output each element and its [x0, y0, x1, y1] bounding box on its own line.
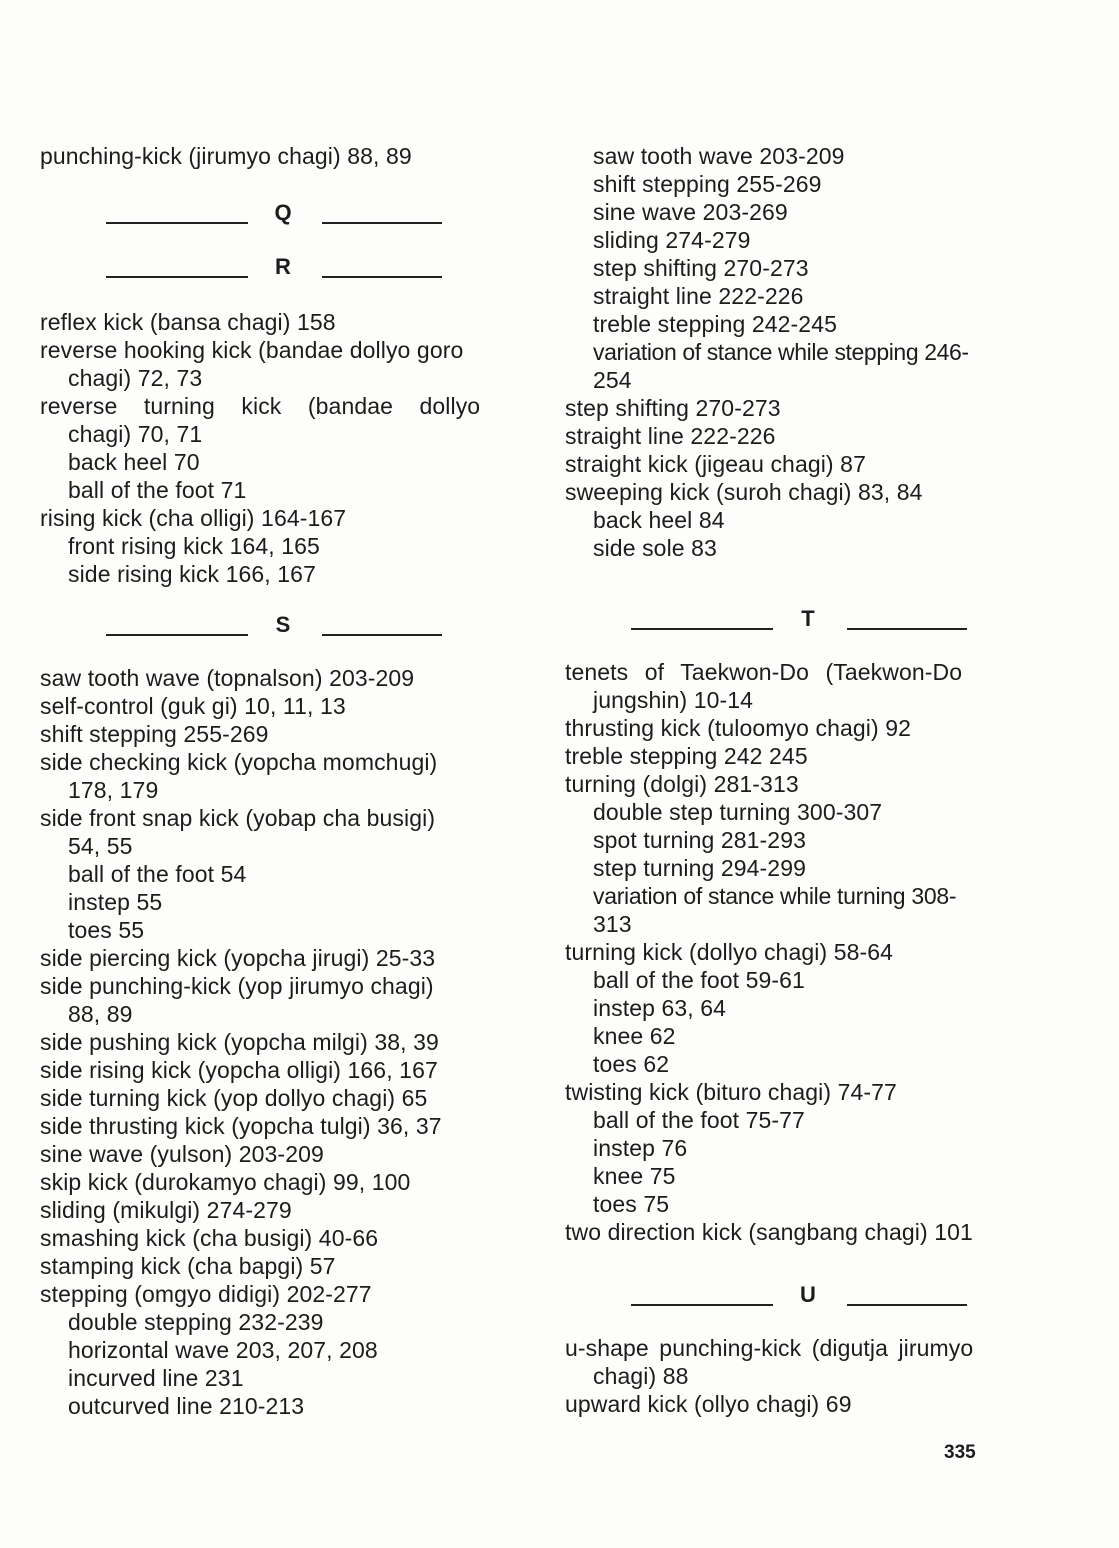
heading-rule — [106, 276, 248, 278]
index-subentry: instep 76 — [593, 1135, 688, 1161]
section-s-entries — [40, 664, 530, 1420]
index-entry: punching-kick (jirumyo chagi) 88, 89 — [40, 143, 412, 169]
index-entry-continuation: chagi) 70, 71 — [68, 421, 203, 447]
index-subentry: step shifting 270-273 — [593, 255, 809, 281]
index-subentry: side rising kick 166, 167 — [68, 561, 316, 587]
index-entry: step shifting 270-273 — [565, 395, 781, 421]
index-column-left — [40, 142, 530, 1420]
index-subentry: double step turning 300-307 — [593, 799, 883, 825]
index-subentry: outcurved line 210-213 — [68, 1393, 305, 1419]
index-entry: side piercing kick (yopcha jirugi) 25-33 — [40, 945, 436, 971]
heading-rule — [106, 634, 248, 636]
heading-rule — [322, 276, 442, 278]
heading-letter: S — [275, 612, 291, 637]
index-subentry: back heel 70 — [68, 449, 200, 475]
section-heading-s — [106, 612, 446, 642]
index-entry: tenets of Taekwon-Do (Taekwon-Do — [565, 659, 963, 685]
index-entry: shift stepping 255-269 — [40, 721, 269, 747]
index-subentry: toes 62 — [593, 1051, 670, 1077]
section-s-continued-entries — [565, 142, 1055, 562]
index-entry: thrusting kick (tuloomyo chagi) 92 — [565, 715, 911, 741]
section-heading-q — [106, 200, 446, 230]
index-subentry: treble stepping 242-245 — [593, 311, 837, 337]
section-heading-t — [631, 606, 971, 636]
index-subentry: variation of stance while stepping 246- — [593, 339, 969, 365]
heading-rule — [631, 628, 773, 630]
index-subentry: variation of stance while turning 308- — [593, 883, 957, 909]
index-subentry: side sole 83 — [593, 535, 717, 561]
section-heading-u — [631, 1282, 971, 1312]
index-subentry: sliding 274-279 — [593, 227, 751, 253]
heading-rule — [106, 222, 248, 224]
index-entry-continuation: 178, 179 — [68, 777, 159, 803]
section-heading-r — [106, 254, 446, 284]
index-entry: side rising kick (yopcha olligi) 166, 167 — [40, 1057, 438, 1083]
index-entry: side front snap kick (yobap cha busigi) — [40, 805, 436, 831]
section-t-entries — [565, 658, 1055, 1246]
index-entry: side thrusting kick (yopcha tulgi) 36, 37 — [40, 1113, 442, 1139]
index-entry: reverse turning kick (bandae dollyo — [40, 393, 481, 419]
index-subentry: ball of the foot 75-77 — [593, 1107, 805, 1133]
index-subentry: ball of the foot 59-61 — [593, 967, 805, 993]
index-entry: stepping (omgyo didigi) 202-277 — [40, 1281, 372, 1307]
index-subentry-continuation: 313 — [593, 911, 632, 937]
index-subentry: shift stepping 255-269 — [593, 171, 822, 197]
index-subentry: sine wave 203-269 — [593, 199, 788, 225]
index-entry: reverse hooking kick (bandae dollyo goro — [40, 337, 464, 363]
heading-letter: Q — [274, 200, 292, 225]
index-entry: turning kick (dollyo chagi) 58-64 — [565, 939, 894, 965]
index-entry: turning (dolgi) 281-313 — [565, 771, 799, 797]
index-subentry: knee 62 — [593, 1023, 676, 1049]
index-entry: treble stepping 242 245 — [565, 743, 808, 769]
index-subentry: spot turning 281-293 — [593, 827, 806, 853]
index-subentry: front rising kick 164, 165 — [68, 533, 320, 559]
index-entry: two direction kick (sangbang chagi) 101 — [565, 1219, 973, 1245]
index-entry: smashing kick (cha busigi) 40-66 — [40, 1225, 379, 1251]
index-entry: sweeping kick (suroh chagi) 83, 84 — [565, 479, 923, 505]
index-subentry: ball of the foot 54 — [68, 861, 247, 887]
section-r-entries — [40, 308, 530, 588]
index-entry: straight line 222-226 — [565, 423, 776, 449]
index-entry: saw tooth wave (topnalson) 203-209 — [40, 665, 415, 691]
page-number: 335 — [944, 1442, 976, 1463]
index-entry-continuation: chagi) 88 — [593, 1363, 689, 1389]
heading-letter: R — [275, 254, 291, 279]
index-entry-continuation: 54, 55 — [68, 833, 133, 859]
heading-letter: U — [800, 1282, 816, 1307]
index-subentry: straight line 222-226 — [593, 283, 804, 309]
index-entry: upward kick (ollyo chagi) 69 — [565, 1391, 852, 1417]
index-subentry: double stepping 232-239 — [68, 1309, 324, 1335]
index-subentry: incurved line 231 — [68, 1365, 244, 1391]
index-column-right — [565, 142, 1055, 1418]
index-entry: straight kick (jigeau chagi) 87 — [565, 451, 866, 477]
index-entry-continuation: jungshin) 10-14 — [593, 687, 754, 713]
index-entry: skip kick (durokamyo chagi) 99, 100 — [40, 1169, 411, 1195]
index-subentry: toes 55 — [68, 917, 145, 943]
heading-rule — [322, 634, 442, 636]
index-subentry-continuation: 254 — [593, 367, 632, 393]
index-subentry: horizontal wave 203, 207, 208 — [68, 1337, 378, 1363]
index-entry: rising kick (cha olligi) 164-167 — [40, 505, 347, 531]
index-entry: side turning kick (yop dollyo chagi) 65 — [40, 1085, 428, 1111]
index-subentry: knee 75 — [593, 1163, 676, 1189]
heading-letter: T — [801, 606, 815, 631]
index-entry: side checking kick (yopcha momchugi) — [40, 749, 438, 775]
index-entry: stamping kick (cha bapgi) 57 — [40, 1253, 336, 1279]
index-subentry: back heel 84 — [593, 507, 725, 533]
index-entry-continuation: 88, 89 — [68, 1001, 133, 1027]
index-subentry: ball of the foot 71 — [68, 477, 247, 503]
index-subentry: instep 63, 64 — [593, 995, 727, 1021]
heading-rule — [631, 1304, 773, 1306]
index-entry: u-shape punching-kick (digutja jirumyo — [565, 1335, 974, 1361]
index-entry: side punching-kick (yop jirumyo chagi) — [40, 973, 434, 999]
index-entry: twisting kick (bituro chagi) 74-77 — [565, 1079, 897, 1105]
index-entry: sliding (mikulgi) 274-279 — [40, 1197, 292, 1223]
heading-rule — [322, 222, 442, 224]
index-entry: side pushing kick (yopcha milgi) 38, 39 — [40, 1029, 439, 1055]
index-subentry: toes 75 — [593, 1191, 670, 1217]
heading-rule — [847, 628, 967, 630]
index-entry: self-control (guk gi) 10, 11, 13 — [40, 693, 346, 719]
section-u-entries — [565, 1334, 1055, 1418]
index-subentry: instep 55 — [68, 889, 163, 915]
index-entry: sine wave (yulson) 203-209 — [40, 1141, 324, 1167]
index-entry-continuation: chagi) 72, 73 — [68, 365, 203, 391]
index-entry: reflex kick (bansa chagi) 158 — [40, 309, 336, 335]
index-subentry: step turning 294-299 — [593, 855, 806, 881]
heading-rule — [847, 1304, 967, 1306]
index-subentry: saw tooth wave 203-209 — [593, 143, 845, 169]
